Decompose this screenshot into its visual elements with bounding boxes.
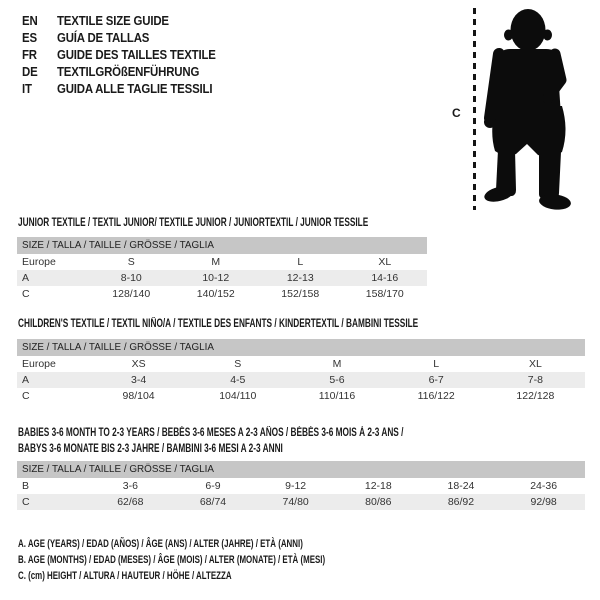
children-size-table xyxy=(17,339,585,404)
language-title: GUÍA DE TALLAS xyxy=(57,30,150,45)
footnote-a: A. AGE (YEARS) / EDAD (AÑOS) / ÂGE (ANS) / ALTER (JAHRE) / ETÀ (ANNI) xyxy=(18,538,303,550)
size-cell: 8-10 xyxy=(89,270,174,286)
size-cell: 3-4 xyxy=(89,372,188,388)
size-cell: 128/140 xyxy=(112,288,151,300)
size-cell: S xyxy=(127,256,135,268)
footnote-c: C. (cm) HEIGHT / ALTURA / HAUTEUR / HÖHE / ALTEZZA xyxy=(18,570,232,582)
size-cell: XL xyxy=(378,256,392,268)
size-cell: 6-7 xyxy=(387,372,486,388)
row-label: C xyxy=(22,390,30,402)
row-label: C xyxy=(22,288,30,300)
table-row-height xyxy=(17,388,585,404)
table-row-age xyxy=(17,372,585,388)
toddler-silhouette-icon xyxy=(483,4,575,212)
language-title: GUIDE DES TAILLES TEXTILE xyxy=(57,47,216,62)
language-code: IT xyxy=(22,81,32,96)
language-code: EN xyxy=(22,13,38,28)
size-cell: 14-16 xyxy=(343,270,428,286)
size-cell: XL xyxy=(528,358,542,370)
table-row-age xyxy=(17,270,427,286)
size-cell: 10-12 xyxy=(174,270,259,286)
language-list xyxy=(22,12,237,97)
language-row-en xyxy=(22,12,237,29)
size-cell: 122/128 xyxy=(516,390,555,402)
size-header-band: SIZE / TALLA / TAILLE / GRÖSSE / TAGLIA xyxy=(17,339,585,356)
size-cell: M xyxy=(211,256,221,268)
height-measure-dashed-line xyxy=(473,8,476,210)
size-cell: L xyxy=(297,256,304,268)
language-code: ES xyxy=(22,30,37,45)
row-label: C xyxy=(17,494,89,510)
size-cell: 9-12 xyxy=(285,480,307,492)
size-cell: 4-5 xyxy=(188,372,287,388)
language-row-de xyxy=(22,63,237,80)
table-row-height xyxy=(17,286,427,302)
row-label: Europe xyxy=(22,256,56,268)
size-cell: 12-13 xyxy=(258,270,343,286)
size-cell: 24-36 xyxy=(530,480,558,492)
table-row-height xyxy=(17,494,585,510)
height-measure-label: C xyxy=(452,106,461,120)
size-cell: 116/122 xyxy=(417,390,455,402)
footnote-b: B. AGE (MONTHS) / EDAD (MESES) / ÂGE (MOIS) / ALTER (MONATE) / ETÀ (MESI) xyxy=(18,554,326,566)
size-cell: XS xyxy=(131,358,146,370)
junior-size-table xyxy=(17,237,427,302)
size-cell: M xyxy=(332,358,342,370)
size-cell: 104/110 xyxy=(219,390,257,402)
size-header-band: SIZE / TALLA / TAILLE / GRÖSSE / TAGLIA xyxy=(17,237,427,254)
size-cell: L xyxy=(433,358,440,370)
babies-table-title-line1: BABIES 3-6 MONTH TO 2-3 YEARS / BEBÉS 3-6 MESES A 2-3 AÑOS / BÉBÉS 3-6 MOIS À 2-3 ANS / xyxy=(18,427,404,439)
size-cell: 62/68 xyxy=(89,494,172,510)
size-cell: 86/92 xyxy=(420,494,503,510)
size-cell: 6-9 xyxy=(205,480,221,492)
language-title: TEXTILGRÖßENFÜHRUNG xyxy=(57,64,200,79)
junior-table-title: JUNIOR TEXTILE / TEXTIL JUNIOR/ TEXTILE JUNIOR / JUNIORTEXTIL / JUNIOR TESSILE xyxy=(18,217,369,229)
size-header-band: SIZE / TALLA / TAILLE / GRÖSSE / TAGLIA xyxy=(17,461,585,478)
language-title: TEXTILE SIZE GUIDE xyxy=(57,13,169,28)
language-row-it xyxy=(22,80,237,97)
size-cell: 158/170 xyxy=(365,288,404,300)
row-label: Europe xyxy=(22,358,56,370)
size-cell: 74/80 xyxy=(254,494,337,510)
language-row-es xyxy=(22,29,237,46)
size-cell: 110/116 xyxy=(318,390,356,402)
language-code: DE xyxy=(22,64,38,79)
babies-table-title-line2: BABYS 3-6 MONATE BIS 2-3 JAHRE / BAMBINI 3-6 MESI A 2-3 ANNI xyxy=(18,443,283,455)
language-code: FR xyxy=(22,47,37,62)
size-cell: 80/86 xyxy=(337,494,420,510)
size-cell: 18-24 xyxy=(447,480,475,492)
size-cell: 5-6 xyxy=(287,372,386,388)
size-cell: 3-6 xyxy=(122,480,138,492)
size-cell: 7-8 xyxy=(486,372,585,388)
row-label: B xyxy=(22,480,30,492)
table-row-age-months xyxy=(17,478,585,494)
row-label: A xyxy=(17,372,89,388)
size-cell: 92/98 xyxy=(502,494,585,510)
children-table-title: CHILDREN'S TEXTILE / TEXTIL NIÑO/A / TEXTILE DES ENFANTS / KINDERTEXTIL / BAMBINI TESSILE xyxy=(18,318,419,330)
table-row-europe xyxy=(17,356,585,372)
size-cell: 152/158 xyxy=(281,288,320,300)
size-cell: 68/74 xyxy=(172,494,255,510)
table-row-europe xyxy=(17,254,427,270)
size-cell: S xyxy=(234,358,242,370)
footnotes xyxy=(18,536,445,584)
size-cell: 140/152 xyxy=(196,288,235,300)
row-label: A xyxy=(17,270,89,286)
size-cell: 98/104 xyxy=(122,390,155,402)
size-cell: 12-18 xyxy=(364,480,392,492)
language-row-fr xyxy=(22,46,237,63)
babies-size-table xyxy=(17,461,585,510)
language-title: GUIDA ALLE TAGLIE TESSILI xyxy=(57,81,213,96)
